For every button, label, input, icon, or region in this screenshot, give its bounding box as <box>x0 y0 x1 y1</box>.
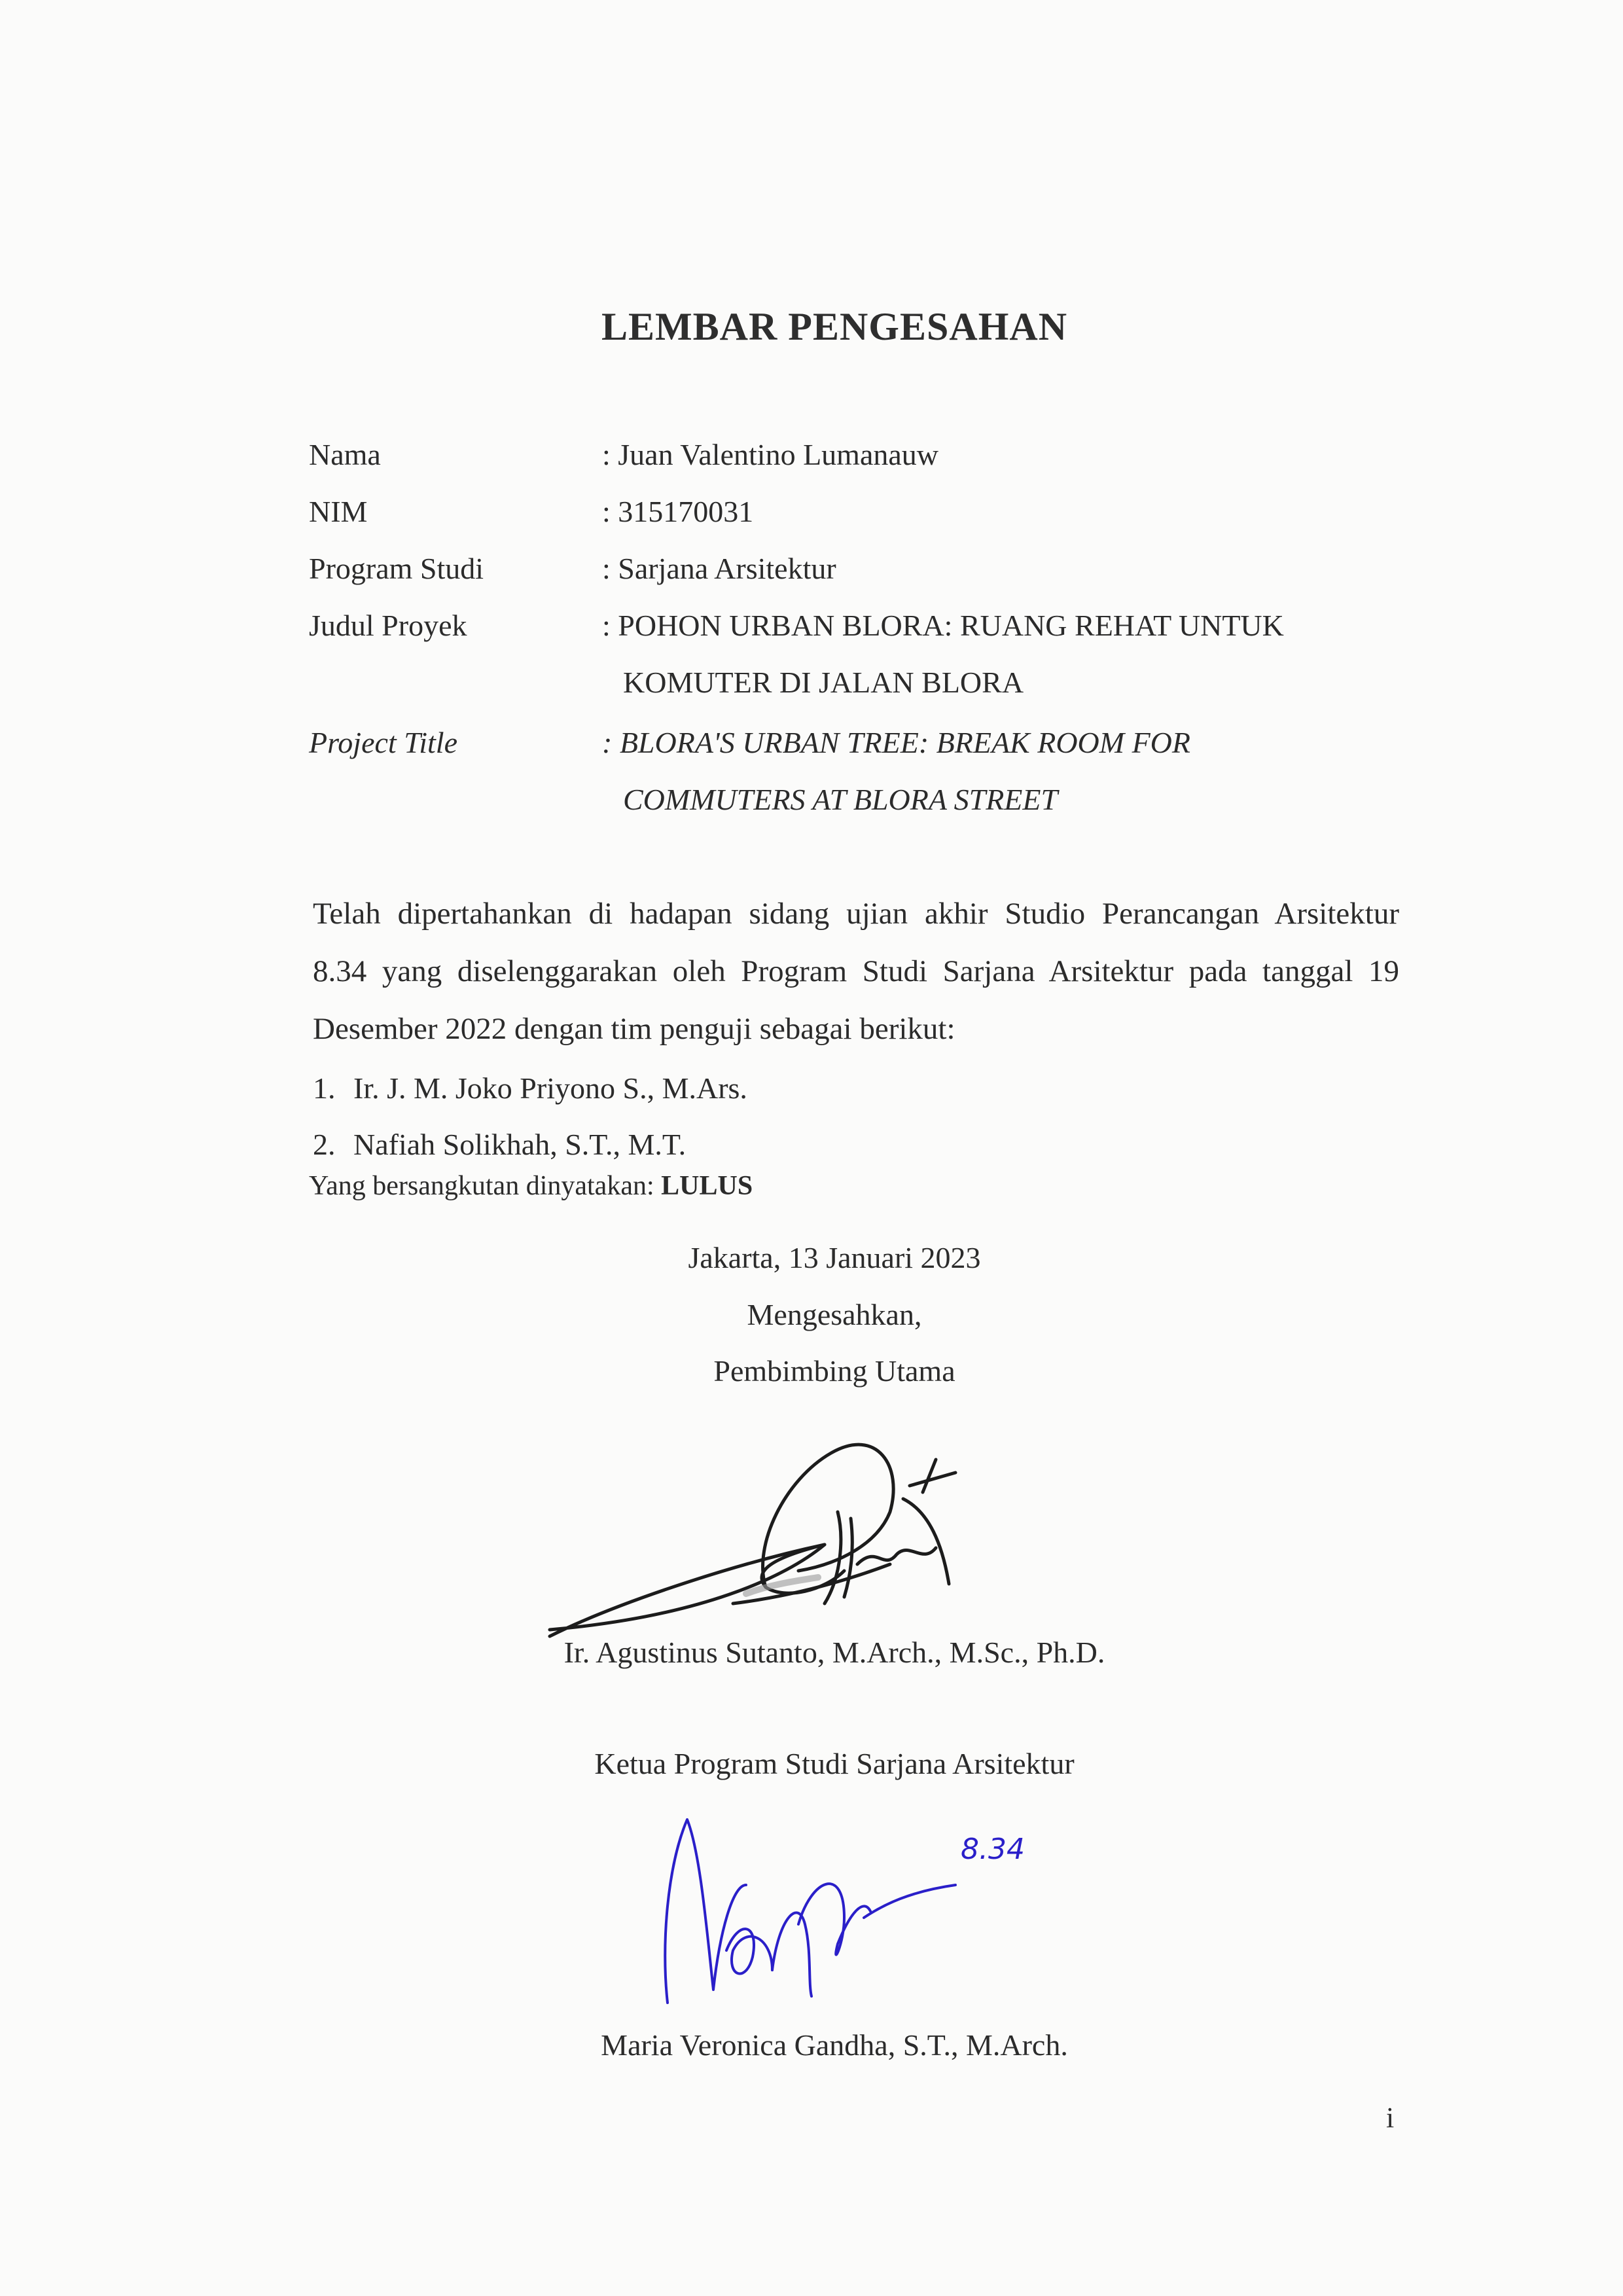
field-label: Program Studi <box>309 552 484 585</box>
examiner-item <box>313 1071 747 1105</box>
field-label: Nama <box>309 438 381 471</box>
field-label: NIM <box>309 495 368 528</box>
field-value: : Sarjana Arsitektur <box>602 552 836 585</box>
field-value: : Juan Valentino Lumanauw <box>602 438 938 471</box>
statement-line: Telah dipertahankan di hadapan sidang ujian akhir Studio Perancangan Arsitektur <box>313 897 1399 931</box>
page-title: LEMBAR PENGESAHAN <box>601 305 1068 348</box>
result-label: Yang bersangkutan dinyatakan: <box>309 1171 654 1201</box>
examiner-number: 1. <box>313 1071 336 1105</box>
field-label: Judul Proyek <box>309 609 467 642</box>
result-value: LULUS <box>661 1171 753 1201</box>
result-statement <box>309 1170 753 1202</box>
head-signature-note: 8.34 <box>961 1833 1025 1866</box>
field-value: : POHON URBAN BLORA: RUANG REHAT UNTUK <box>602 609 1284 642</box>
head-name: Maria Veronica Gandha, S.T., M.Arch. <box>601 2028 1068 2062</box>
examiner-number: 2. <box>313 1128 336 1161</box>
supervisor-signature <box>537 1414 969 1649</box>
field-value: : BLORA'S URBAN TREE: BREAK ROOM FOR <box>602 726 1190 759</box>
examiner-name: Ir. J. M. Joko Priyono S., M.Ars. <box>353 1071 747 1105</box>
head-role: Ketua Program Studi Sarjana Arsitektur <box>594 1747 1075 1780</box>
field-value: : 315170031 <box>602 495 754 528</box>
supervisor-role: Pembimbing Utama <box>713 1354 955 1388</box>
supervisor-name: Ir. Agustinus Sutanto, M.Arch., M.Sc., Ph.D. <box>563 1636 1105 1669</box>
statement-line: 8.34 yang diselenggarakan oleh Program Studi Sarjana Arsitektur pada tanggal 19 <box>313 954 1399 988</box>
examiner-name: Nafiah Solikhah, S.T., M.T. <box>353 1128 687 1161</box>
statement-line: Desember 2022 dengan tim penguji sebagai berikut: <box>313 1012 955 1046</box>
statement-paragraph <box>313 885 1399 1058</box>
place-date: Jakarta, 13 Januari 2023 <box>688 1241 981 1274</box>
page-number: i <box>1386 2102 1395 2134</box>
field-label: Project Title <box>309 726 457 759</box>
field-value: KOMUTER DI JALAN BLORA <box>623 666 1024 699</box>
head-signature <box>648 1813 1080 2009</box>
approval-text: Mengesahkan, <box>747 1298 922 1331</box>
examiner-item <box>313 1127 686 1162</box>
field-value: COMMUTERS AT BLORA STREET <box>623 783 1058 816</box>
